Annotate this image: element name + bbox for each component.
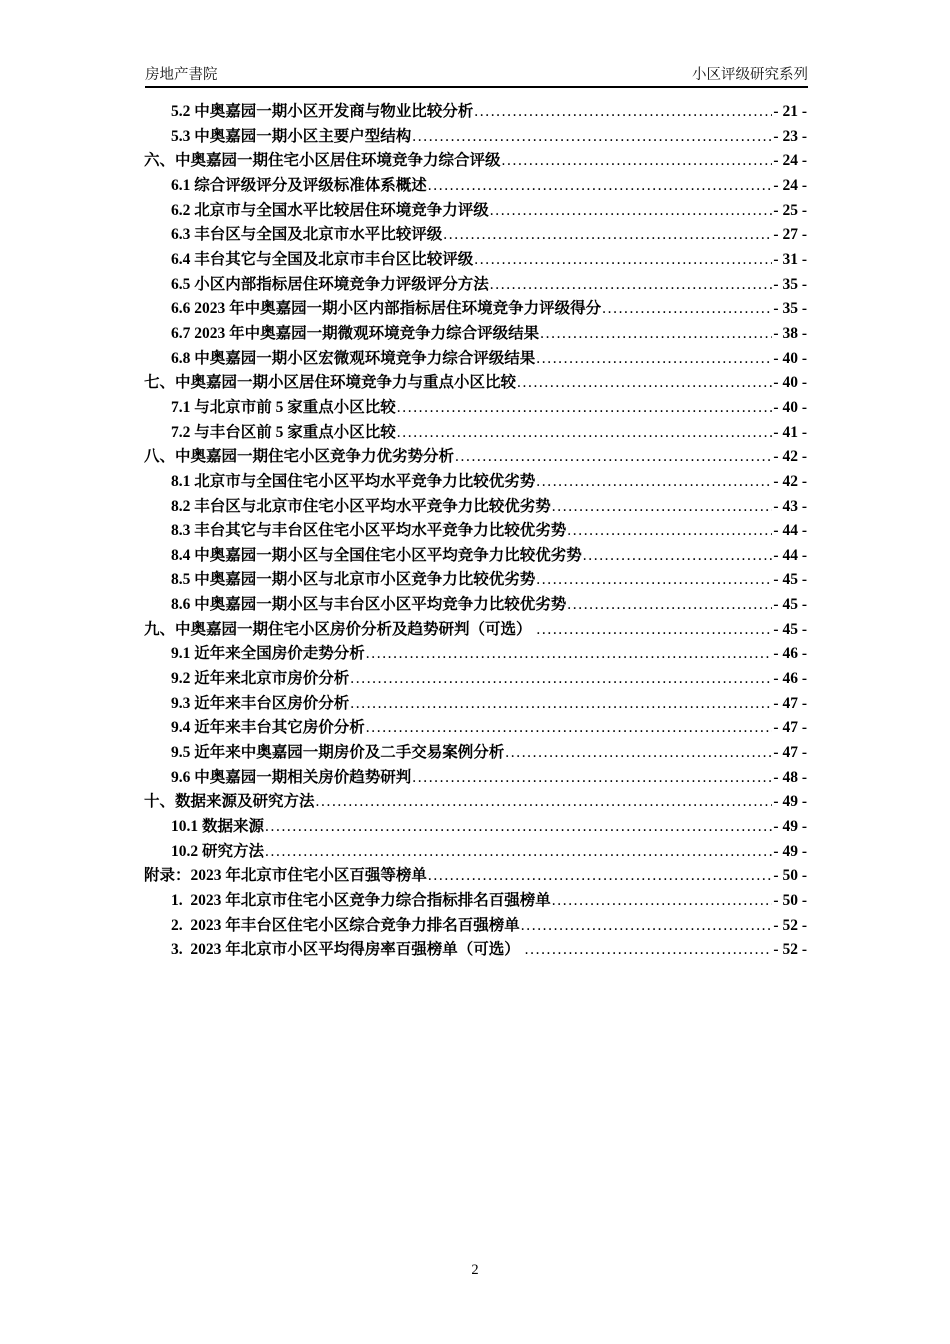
toc-leader-dots <box>350 667 772 692</box>
toc-entry-title: 6.7 2023 年中奥嘉园一期微观环境竞争力综合评级结果 <box>171 324 540 342</box>
toc-entry-title: 3. 2023 年北京市小区平均得房率百强榜单（可选） <box>171 941 524 959</box>
toc-entry-title: 8.3 丰台其它与丰台区住宅小区平均水平竞争力比较优劣势 <box>171 522 567 540</box>
toc-entry <box>144 741 807 766</box>
toc-leader-dots <box>583 544 773 569</box>
toc-leader-dots <box>552 495 773 520</box>
toc-entry-title: 6.3 丰台区与全国及北京市水平比较评级 <box>171 226 443 244</box>
toc-entry-page-number: - 44 - <box>773 546 807 564</box>
toc-entry <box>144 938 807 963</box>
toc-leader-dots <box>397 421 773 446</box>
toc-entry <box>144 421 807 446</box>
toc-entry-page-number: - 44 - <box>773 522 807 540</box>
toc-entry <box>144 322 807 347</box>
toc-entry-page-number: - 35 - <box>773 300 807 318</box>
toc-entry-page-number: - 48 - <box>773 768 807 786</box>
toc-entry-page-number: - 52 - <box>773 941 807 959</box>
toc-entry-page-number: - 40 - <box>773 374 807 392</box>
toc-leader-dots <box>567 519 772 544</box>
toc-entry <box>144 544 807 569</box>
toc-leader-dots <box>552 889 773 914</box>
toc-entry <box>144 396 807 421</box>
toc-leader-dots <box>474 248 772 273</box>
toc-leader-dots <box>265 840 772 865</box>
toc-entry-title: 1. 2023 年北京市住宅小区竞争力综合指标排名百强榜单 <box>171 892 551 909</box>
toc-entry <box>144 445 807 470</box>
toc-entry <box>144 495 807 520</box>
toc-entry <box>144 790 807 815</box>
toc-entry <box>144 692 807 717</box>
toc-entry <box>144 297 807 322</box>
toc-entry-page-number: - 35 - <box>773 275 807 293</box>
toc-leader-dots <box>412 125 772 150</box>
toc-leader-dots <box>428 864 773 889</box>
toc-entry-title: 7.2 与丰台区前 5 家重点小区比较 <box>171 423 396 441</box>
page-footer <box>0 1262 950 1279</box>
toc-leader-dots <box>316 790 773 815</box>
toc-entry-page-number: - 38 - <box>773 324 807 342</box>
toc-leader-dots <box>366 716 773 741</box>
toc-leader-dots <box>366 642 773 667</box>
toc-leader-dots <box>474 100 772 125</box>
toc-leader-dots <box>602 297 772 322</box>
toc-entry-title: 8.1 北京市与全国住宅小区平均水平竞争力比较优劣势 <box>171 472 536 490</box>
toc-leader-dots <box>490 273 773 298</box>
toc-entry <box>144 248 807 273</box>
toc-leader-dots <box>536 347 772 372</box>
toc-entry-page-number: - 50 - <box>773 892 807 909</box>
toc-entry-title: 六、中奥嘉园一期住宅小区居住环境竞争力综合评级 <box>144 152 501 170</box>
toc-entry <box>144 864 807 889</box>
toc-entry-title: 七、中奥嘉园一期小区居住环境竞争力与重点小区比较 <box>144 374 517 392</box>
toc-entry-title: 7.1 与北京市前 5 家重点小区比较 <box>171 398 396 416</box>
toc-entry-title: 6.4 丰台其它与全国及北京市丰台区比较评级 <box>171 250 474 268</box>
toc-entry-title: 八、中奥嘉园一期住宅小区竞争力优劣势分析 <box>144 448 455 466</box>
toc-leader-dots <box>412 766 772 791</box>
toc-entry-title: 8.4 中奥嘉园一期小区与全国住宅小区平均竞争力比较优劣势 <box>171 546 582 564</box>
toc-entry <box>144 642 807 667</box>
toc-entry-page-number: - 42 - <box>773 448 807 466</box>
toc-entry-page-number: - 45 - <box>773 596 807 614</box>
toc-entry <box>144 840 807 865</box>
toc-entry <box>144 766 807 791</box>
toc-entry-page-number: - 40 - <box>773 398 807 416</box>
toc-leader-dots <box>536 470 772 495</box>
toc-entry <box>144 174 807 199</box>
toc-leader-dots <box>505 741 772 766</box>
toc-leader-dots <box>536 568 772 593</box>
toc-entry-page-number: - 24 - <box>773 176 807 194</box>
toc-entry-page-number: - 43 - <box>773 497 807 515</box>
toc-entry-title: 8.2 丰台区与北京市住宅小区平均水平竞争力比较优劣势 <box>171 497 551 515</box>
toc-entry <box>144 815 807 840</box>
toc-entry-page-number: - 47 - <box>773 744 807 762</box>
toc-entry <box>144 199 807 224</box>
toc-entry-page-number: - 47 - <box>773 694 807 712</box>
toc-entry-page-number: - 40 - <box>773 349 807 367</box>
toc-entry-title: 2. 2023 年丰台区住宅小区综合竞争力排名百强榜单 <box>171 916 520 934</box>
toc-entry <box>144 889 807 914</box>
toc-entry-title: 9.5 近年来中奥嘉园一期房价及二手交易案例分析 <box>171 744 505 762</box>
toc-entry <box>144 371 807 396</box>
toc-leader-dots <box>443 223 772 248</box>
toc-entry-page-number: - 27 - <box>773 226 807 244</box>
toc-entry <box>144 618 807 643</box>
toc-leader-dots <box>350 692 772 717</box>
toc-leader-dots <box>536 618 772 643</box>
toc-leader-dots <box>428 174 773 199</box>
toc-entry-page-number: - 24 - <box>773 152 807 170</box>
toc-entry <box>144 667 807 692</box>
header-rule <box>145 86 808 88</box>
toc-entry <box>144 273 807 298</box>
toc-entry-page-number: - 52 - <box>773 916 807 934</box>
toc-entry-title: 8.6 中奥嘉园一期小区与丰台区小区平均竞争力比较优劣势 <box>171 596 567 614</box>
toc-leader-dots <box>567 593 772 618</box>
toc-entry-title: 5.3 中奥嘉园一期小区主要户型结构 <box>171 127 412 145</box>
toc-entry-page-number: - 45 - <box>773 620 807 638</box>
toc-entry-page-number: - 49 - <box>773 842 807 860</box>
toc-entry <box>144 100 807 125</box>
toc-entry-page-number: - 46 - <box>773 645 807 663</box>
header-left-text: 房地产書院 <box>145 67 218 83</box>
toc-leader-dots <box>521 914 773 939</box>
toc-entry-title: 5.2 中奥嘉园一期小区开发商与物业比较分析 <box>171 103 474 120</box>
toc-entry-page-number: - 49 - <box>773 793 807 811</box>
toc-entry-page-number: - 47 - <box>773 719 807 737</box>
page-header <box>145 66 808 84</box>
toc-list <box>144 100 807 963</box>
toc-entry-page-number: - 25 - <box>773 201 807 219</box>
toc-entry-title: 6.5 小区内部指标居住环境竞争力评级评分方法 <box>171 275 489 293</box>
toc-entry <box>144 470 807 495</box>
toc-entry-title: 十、数据来源及研究方法 <box>144 793 315 811</box>
toc-leader-dots <box>490 199 773 224</box>
toc-entry <box>144 519 807 544</box>
toc-entry-page-number: - 21 - <box>773 103 807 120</box>
header-right-text: 小区评级研究系列 <box>692 67 808 83</box>
toc-leader-dots <box>540 322 772 347</box>
toc-entry-page-number: - 45 - <box>773 571 807 589</box>
toc-entry <box>144 223 807 248</box>
toc-entry-page-number: - 41 - <box>773 423 807 441</box>
toc-leader-dots <box>265 815 772 840</box>
toc-entry-title: 6.2 北京市与全国水平比较居住环境竞争力评级 <box>171 201 489 219</box>
toc-entry <box>144 125 807 150</box>
toc-entry-page-number: - 42 - <box>773 472 807 490</box>
toc-entry-title: 6.6 2023 年中奥嘉园一期小区内部指标居住环境竞争力评级得分 <box>171 300 602 318</box>
toc-entry-page-number: - 31 - <box>773 250 807 268</box>
toc-entry-title: 10.2 研究方法 <box>171 842 265 860</box>
toc-entry-title: 6.8 中奥嘉园一期小区宏微观环境竞争力综合评级结果 <box>171 349 536 367</box>
toc-entry-title: 10.1 数据来源 <box>171 818 265 836</box>
toc-entry-title: 6.1 综合评级评分及评级标准体系概述 <box>171 176 427 194</box>
toc-entry-title: 附录：2023 年北京市住宅小区百强等榜单 <box>144 867 427 885</box>
toc-leader-dots <box>397 396 773 421</box>
toc-entry-title: 9.1 近年来全国房价走势分析 <box>171 645 365 663</box>
toc-leader-dots <box>502 149 773 174</box>
toc-entry-title: 9.3 近年来丰台区房价分析 <box>171 694 350 712</box>
toc-entry-title: 8.5 中奥嘉园一期小区与北京市小区竞争力比较优劣势 <box>171 571 536 589</box>
toc-entry-page-number: - 49 - <box>773 818 807 836</box>
footer-page-number: 2 <box>471 1262 479 1278</box>
toc-entry <box>144 149 807 174</box>
toc-entry <box>144 593 807 618</box>
toc-entry-title: 9.4 近年来丰台其它房价分析 <box>171 719 365 737</box>
toc-leader-dots <box>525 938 773 963</box>
toc-leader-dots <box>517 371 772 396</box>
toc-entry-title: 九、中奥嘉园一期住宅小区房价分析及趋势研判（可选） <box>144 620 536 638</box>
toc-leader-dots <box>455 445 772 470</box>
toc-entry <box>144 568 807 593</box>
toc-entry-page-number: - 46 - <box>773 670 807 688</box>
toc-entry-title: 9.2 近年来北京市房价分析 <box>171 670 350 688</box>
toc-entry <box>144 716 807 741</box>
toc-entry-page-number: - 50 - <box>773 867 807 885</box>
toc-entry-title: 9.6 中奥嘉园一期相关房价趋势研判 <box>171 768 412 786</box>
toc-entry <box>144 347 807 372</box>
toc-entry <box>144 914 807 939</box>
toc-entry-page-number: - 23 - <box>773 127 807 145</box>
